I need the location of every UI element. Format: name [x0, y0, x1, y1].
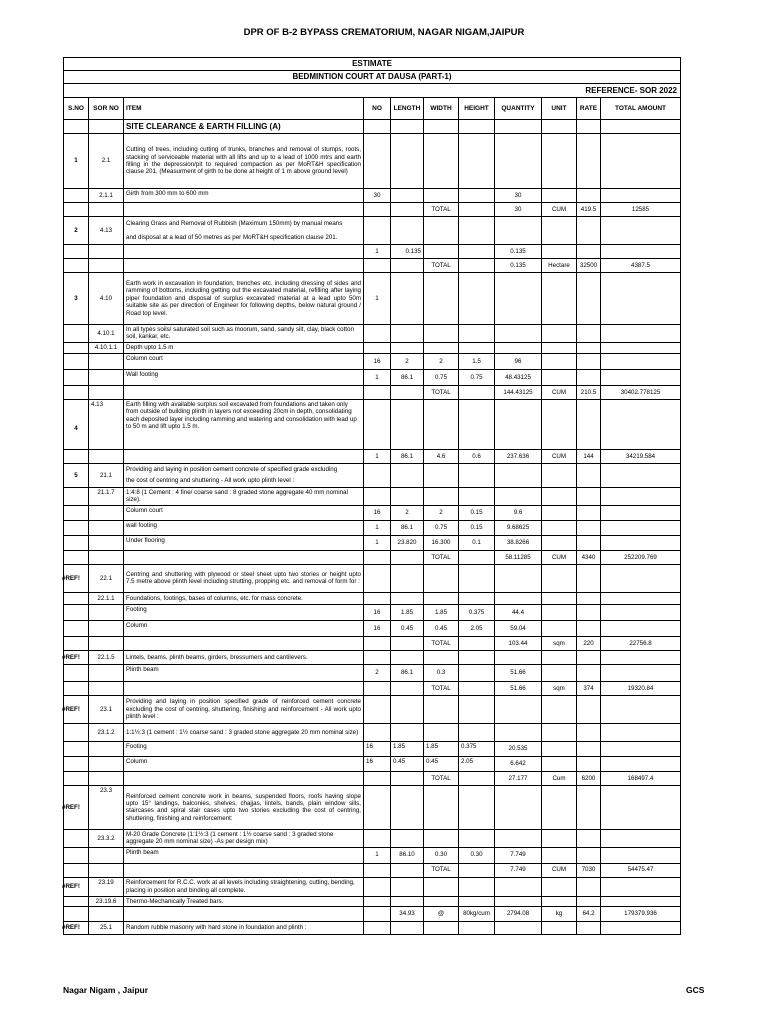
total-row: TOTAL 103.44 sqm 220 22756.8 — [64, 636, 681, 650]
col-amount: TOTAL AMOUNT — [601, 98, 681, 120]
table-row: #REF! 22.1.5 Lintels, beams, plinth beams, girders, bressumers and cantilevers. — [64, 650, 681, 664]
table-row: Under flooring 1 23.820 16.300 0.1 38.8266 — [64, 535, 681, 550]
table-row: 23.1.2 1:1½:3 (1 cement : 1½ coarse sand : 3 graded stone aggregate 20 mm nominal size) — [64, 723, 681, 741]
col-height: HEIGHT — [459, 98, 495, 120]
table-row: 4 4.13 Earth filling with available surplus soil excavated from foundations and taken only from outside of building plinth in layers not exceeding 20cm in depth, consolidating each deposited layer including ramming and watering and consolidation with lead up to 50 m and lift upto 1.5 m. — [64, 399, 681, 449]
total-row: TOTAL 7.749 CUM 7030 54475.47 — [64, 863, 681, 877]
footer-organization: Nagar Nigam , Jaipur — [63, 985, 149, 995]
total-row: TOTAL 58.11285 CUM 4340 252209.769 — [64, 550, 681, 564]
table-row: Plinth beam 2 86.1 0.3 51.66 — [64, 664, 681, 681]
total-row: TOTAL 30 CUM 419.5 12585 — [64, 203, 681, 217]
table-row: 23.19.6 Thermo-Mechanically Treated bars. — [64, 896, 681, 906]
table-row: Column 16 0.45 0.45 2.05 6.642 — [64, 756, 681, 771]
col-width: WIDTH — [424, 98, 459, 120]
table-row: Column court 16 2 2 0.15 9.6 — [64, 505, 681, 520]
section-heading: SITE CLEARANCE & EARTH FILLING (A) — [124, 120, 364, 134]
table-row: #REF! 23.19 Reinforcement for R.C.C. work at all levels including straightening, cutting, bending, placing in position and binding all complete. — [64, 877, 681, 896]
table-row: 22.1.1 Foundations, footings, bases of columns, etc. for mass concrete. — [64, 592, 681, 604]
table-row: wall footing 1 86.1 0.75 0.15 9.68625 — [64, 520, 681, 535]
table-row: 34.93 @ 80kg/cum 2794.08 kg 64.2 179379.936 — [64, 907, 681, 922]
table-row: 23.3.2 M-20 Grade Concrete (1:1½:3 (1 cement : 1½ coarse sand : 3 graded stone aggregate 20 mm nominal size) -As per design mix) — [64, 829, 681, 847]
reference: REFERENCE- SOR 2022 — [64, 84, 681, 98]
col-sno: S.NO — [64, 98, 89, 120]
table-row: Column court 16 2 2 1.5 96 — [64, 353, 681, 369]
page-title: DPR OF B-2 BYPASS CREMATORIUM, NAGAR NIGAM,JAIPUR — [243, 27, 525, 38]
table-row: 4.10.1 In all types soils/ saturated soil such as moorum, sand, sandy silt, clay, black cotton soil, kankar, etc. — [64, 325, 681, 343]
total-row: TOTAL 27.177 Cum 6200 168497.4 — [64, 771, 681, 785]
table-row: Footing 16 1.85 1.85 0.375 20.535 — [64, 741, 681, 756]
table-row: Footing 16 1.85 1.85 0.375 44.4 — [64, 604, 681, 620]
table-row: Wall footing 1 86.1 0.75 0.75 48.43125 — [64, 369, 681, 385]
col-length: LENGTH — [391, 98, 424, 120]
col-quantity: QUANTITY — [495, 98, 542, 120]
table-row: 4.10.1.1 Depth upto 1.5 m — [64, 342, 681, 353]
table-row: 1 2.1 Cutting of trees, including cutting of trunks, branches and removal of stumps, roots, stacking of serviceable material with all lifts and up to a lead of 1000 mtrs and earth filling in the depression/pit to required compaction as per MoRT&H specification clause 201. (Measurment of girth to be done at height of 1 m above ground level) — [64, 134, 681, 189]
table-row: #REF! 25.1 Random rubble masonry with hard stone in foundation and plinth : — [64, 922, 681, 935]
table-row: 1 86.1 4.6 0.6 237.636 CUM 144 34219.584 — [64, 449, 681, 463]
col-no: NO — [364, 98, 391, 120]
table-row: 1 0.135 0.135 — [64, 245, 681, 259]
col-item: ITEM — [124, 98, 364, 120]
table-row: Plinth beam 1 86.10 0.30 0.30 7.749 — [64, 847, 681, 863]
table-row: Column 16 0.45 0.45 2.05 59.04 — [64, 620, 681, 636]
col-rate: RATE — [577, 98, 601, 120]
table-row: 21.1.7 1:4:8 (1 Cement : 4 fine/ coarse sand : 8 graded stone aggregate 40 mm nominal size). — [64, 487, 681, 505]
footer-code: GCS — [686, 985, 705, 995]
estimate-table — [63, 57, 681, 935]
total-row: TOTAL 144.43125 CUM 210.5 30402.778125 — [64, 385, 681, 399]
table-row: 5 21.1 Providing and laying in position cement concrete of specified grade excluding the cost of centring and shuttering - All work upto plinth level : — [64, 463, 681, 487]
total-row: TOTAL 0.135 Hectare 32500 4387.5 — [64, 259, 681, 273]
estimate-heading: ESTIMATE — [64, 58, 681, 71]
table-row: #REF! 23.1 Providing and laying in position specified grade of reinforced cement concrete excluding the cost of centring, shuttering, finishing and reinforcement - All work upto plinth level : — [64, 695, 681, 723]
table-row: #REF! 22.1 Centring and shuttering with plywood or steel sheet upto two stories or height upto 7.5 metre above plinth level including strutting, propping etc. and removal of form for : — [64, 564, 681, 592]
col-sorno: SOR NO — [89, 98, 124, 120]
table-row: #REF! 23.3 Reinforced cement concrete work in beams, suspended floors, roofs having slope upto 15° landings, balconies, shelves, chajjas, lintels, bands, plain window sills, staircases and spiral stair cases upto two stories excluding the cost of centring, shuttering, finishing and reinforcement: — [64, 785, 681, 829]
table-row: 2.1.1 Girth from 300 mm to 600 mm 30 30 — [64, 189, 681, 203]
table-row: 3 4.10 Earth work in excavation in foundation, trenches etc. including dressing of sides and ramming of bottoms, including getting out the excavated material, refilling after laying pipe/ foundation and disposal of surplus excavated material at a lead upto 50m suitable site as per direction of Engineer for following depths, below natural ground / Road top level. 1 — [64, 273, 681, 325]
table-row: 2 4.13 Clearing Grass and Removal of Rubbish (Maximum 150mm) by manual means and disposal at a lead of 50 metres as per MoRT&H specification clause 201. — [64, 217, 681, 245]
col-unit: UNIT — [542, 98, 577, 120]
total-row: TOTAL 51.66 sqm 374 19320.84 — [64, 681, 681, 695]
estimate-subtitle: BEDMINTION COURT AT DAUSA (PART-1) — [64, 71, 681, 84]
